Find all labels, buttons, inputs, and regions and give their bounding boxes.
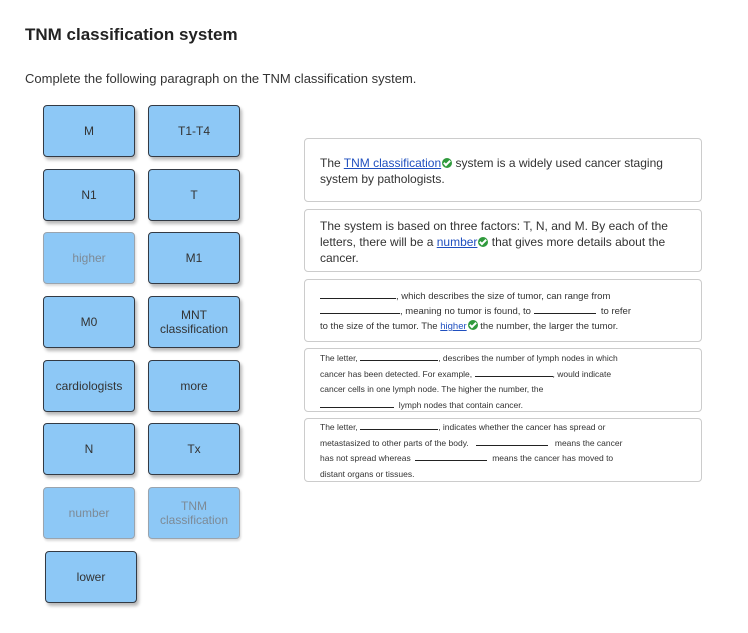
tile-tnm-classification[interactable]: TNM classification <box>148 487 240 539</box>
instructions: Complete the following paragraph on the TNM classification system. <box>25 71 417 86</box>
blank-n-example[interactable] <box>475 368 553 377</box>
blank-t-letter[interactable] <box>320 290 396 299</box>
panel-2-text: The system is based on three factors: T, N, and M. By each of the letters, there will be a number that gives more details about the cancer. <box>320 219 668 265</box>
check-icon <box>442 158 452 168</box>
sentence-panel-5 <box>304 418 702 482</box>
blank-more-lymph[interactable] <box>320 399 394 408</box>
blank-range-start[interactable] <box>320 305 400 314</box>
blank-m-not-spread[interactable] <box>476 437 548 446</box>
tile-t1-t4[interactable]: T1-T4 <box>148 105 240 157</box>
tile-lower[interactable]: lower <box>45 551 137 603</box>
tile-n1[interactable]: N1 <box>43 169 135 221</box>
panel-1-text: The TNM classification system is a widely used cancer staging system by pathologists. <box>320 156 663 186</box>
blank-n-letter[interactable] <box>360 352 438 361</box>
answer-tnm-classification[interactable]: TNM classification <box>343 156 442 170</box>
tile-mnt-classification[interactable]: MNT classification <box>148 296 240 348</box>
panel-5-text: The letter, , indicates whether the cancer has spread or metastasized to other parts of the body. means the cancer has not spread whereas means the cancer has moved to distant organs or tissues. <box>320 422 623 479</box>
tile-m0[interactable]: M0 <box>43 296 135 348</box>
panel-3-text: , which describes the size of tumor, can range from , meaning no tumor is found, to to refer to the size of the tumor. The higher the number, the larger the tumor. <box>320 291 631 332</box>
sentence-panel-2 <box>304 209 702 272</box>
tile-m[interactable]: M <box>43 105 135 157</box>
tile-n[interactable]: N <box>43 423 135 475</box>
blank-m-spread[interactable] <box>415 452 487 461</box>
page-title: TNM classification system <box>25 25 238 44</box>
tile-t[interactable]: T <box>148 169 240 221</box>
answer-number[interactable]: number <box>436 235 478 249</box>
tile-more[interactable]: more <box>148 360 240 412</box>
check-icon <box>468 320 478 330</box>
sentence-panel-1 <box>304 138 702 202</box>
panel-4-text: The letter, , describes the number of lymph nodes in which cancer has been detected. For example, , would indicate cancer cells in one lymph node. The higher the number, the lymph nodes that contain cancer. <box>320 353 618 410</box>
tile-cardiologists[interactable]: cardiologists <box>43 360 135 412</box>
tile-number[interactable]: number <box>43 487 135 539</box>
blank-m-letter[interactable] <box>360 421 438 430</box>
tile-higher[interactable]: higher <box>43 232 135 284</box>
blank-range-end[interactable] <box>534 305 596 314</box>
check-icon <box>478 237 488 247</box>
sentence-panel-4 <box>304 348 702 412</box>
tile-m1[interactable]: M1 <box>148 232 240 284</box>
answer-higher[interactable]: higher <box>440 321 467 332</box>
tile-tx[interactable]: Tx <box>148 423 240 475</box>
sentence-panel-3 <box>304 279 702 342</box>
